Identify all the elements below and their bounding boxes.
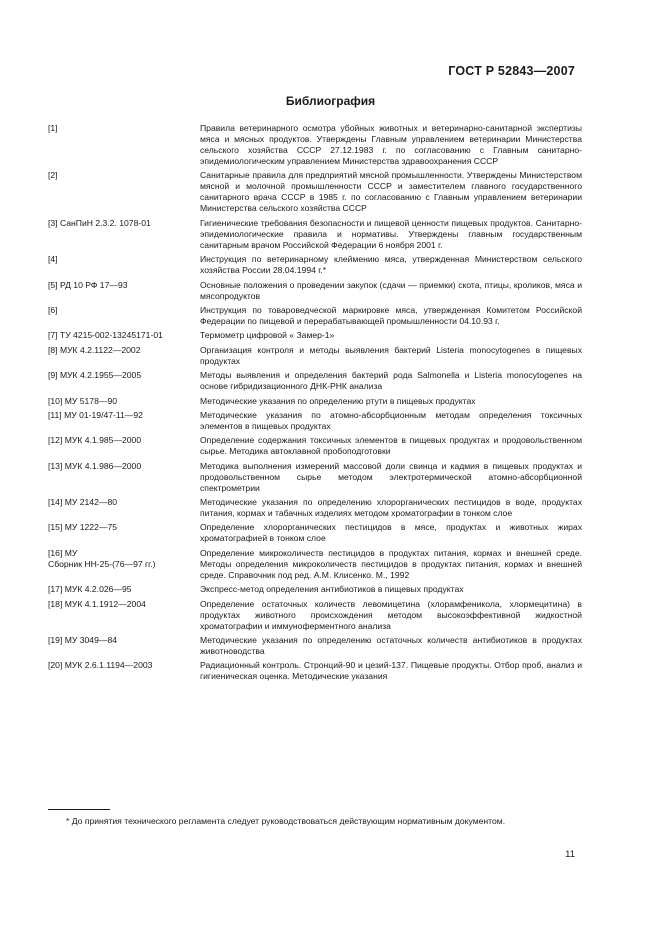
bibliography-entry [48, 548, 582, 581]
page-title: Библиография [285, 94, 376, 108]
bibliography-entry [48, 254, 582, 276]
bibliography-entry-code: [5] РД 10 РФ 17—93 [48, 279, 128, 290]
bibliography-entry-text: Инструкция по ветеринарному клеймению мяса, утвержденная Министерством сельского хозяйства России 28.04.1994 г.* [200, 254, 582, 276]
bibliography-entry [48, 305, 582, 327]
bibliography-entry-code: [1] [48, 123, 58, 133]
bibliography-entry-code: [15] МУ 1222—75 [48, 522, 117, 533]
bibliography-entry-code: [8] МУК 4.2.1122—2002 [48, 344, 141, 355]
bibliography-entry-text: Определение остаточных количеств левомицетина (хлорамфеникола, хлормецитина) в продуктах животного происхождения методом высокоэффективной жидкостной хроматографии и иммуноферментного анализа [200, 598, 582, 631]
bibliography-entry-code: [3] СанПиН 2.3.2. 1078-01 [48, 217, 151, 228]
bibliography-entry-code: [12] МУК 4.1.985—2000 [48, 435, 142, 446]
bibliography-entry-text: Методика выполнения измерений массовой доли свинца и кадмия в пищевых продуктах и продовольственном сырье методом электротермической атомно-абсорбционной спектрометрии [200, 460, 582, 493]
bibliography-entry-code: [4] [48, 254, 58, 265]
bibliography-entry-text: Радиационный контроль. Стронций-90 и цезий-137. Пищевые продукты. Отбор проб, анализ и гигиеническая оценка. Методические указания [200, 660, 582, 682]
bibliography-entry-code: [16] МУ Сборник НН-25-(76—97 гг.) [48, 547, 156, 569]
bibliography-entry-code: [20] МУК 2.6.1.1194—2003 [48, 660, 153, 671]
bibliography-entry-text: Определение хлорорганических пестицидов в мясе, продуктах и животных жирах хроматографией в тонком слое [200, 522, 582, 544]
document-standard-number: ГОСТ Р 52843—2007 [448, 64, 575, 78]
bibliography-entry [48, 635, 582, 657]
bibliography-entry-code: [10] МУ 5178—90 [48, 395, 117, 406]
bibliography-entry [48, 123, 582, 167]
bibliography-entry-text: Основные положения о проведении закупок (сдачи — приемки) скота, птицы, кроликов, мяса и мясопродуктов [200, 279, 582, 301]
bibliography-entry [48, 170, 582, 214]
bibliography-entry-text: Методы выявления и определения бактерий рода Salmonella и Listeria monocytogenes на основе гибридизационного ДНК-РНК анализа [200, 370, 582, 392]
bibliography-entry-code: [14] МУ 2142—80 [48, 497, 117, 508]
bibliography-entry-code: [13] МУК 4.1.986—2000 [48, 460, 142, 471]
bibliography-entry-text: Санитарные правила для предприятий мясной промышленности. Утверждены Министерством мясной и молочной промышленности СССР и заместителем главного государственного санитарного врача СССР в 1985 г. по согласованию с Главным управлением ветеринарии Министерства сельского хозяйства СССР [200, 170, 582, 214]
bibliography-entry-code: [9] МУК 4.2.1955—2005 [48, 370, 142, 381]
bibliography-entry-text: Правила ветеринарного осмотра убойных животных и ветеринарно-санитарной экспертизы мяса и мясных продуктов. Утверждены Главным управлением ветеринарии Министерства сельского хозяйства СССР 27.12.1983 г. по согласованию с Главным санитарно-эпидемиологическим управлением Министерства здравоохранения СССР [200, 123, 582, 166]
bibliography-entry [48, 461, 582, 494]
footnote: * До принятия технического регламента следует руководствоваться действующим нормативным документом. [66, 816, 506, 826]
bibliography-entry-text: Определение микроколичеств пестицидов в продуктах питания, кормах и внешней среде. Методы определения микроколичеств пестицидов в продуктах питания, кормах и внешней среде. Справочник под ред. А.М. Клисенко. М., 1992 [200, 547, 582, 580]
bibliography-entry-code: [6] [48, 304, 58, 315]
bibliography-list [48, 123, 582, 686]
bibliography-entry [48, 599, 582, 632]
bibliography-entry-text: Гигиенические требования безопасности и пищевой ценности пищевых продуктов. Санитарно-эпидемиологические правила и нормативы. Утверждены главным государственным санитарным врачом Российской Федерации 6 ноября 2001 г. [200, 217, 582, 250]
bibliography-entry-code: [17] МУК 4.2.026—95 [48, 584, 132, 595]
bibliography-entry [48, 660, 582, 682]
bibliography-entry-text: Экспресс-метод определения антибиотиков в пищевых продуктах [200, 584, 464, 595]
bibliography-entry [48, 370, 582, 392]
bibliography-entry-text: Термометр цифровой « Замер-1» [200, 330, 335, 341]
bibliography-entry-text: Методические указания по определению остаточных количеств антибиотиков в продуктах животноводства [200, 635, 582, 657]
bibliography-entry [48, 345, 582, 367]
bibliography-entry-text: Организация контроля и методы выявления бактерий Listeria monocytogenes в пищевых продуктах [200, 344, 582, 366]
bibliography-entry-code: [2] [48, 170, 58, 181]
bibliography-entry-code: [18] МУК 4.1.1912—2004 [48, 598, 146, 609]
footnote-divider [48, 809, 110, 810]
bibliography-entry [48, 280, 582, 302]
bibliography-entry [48, 396, 582, 407]
bibliography-entry-text: Инструкция по товароведческой маркировке мяса, утвержденная Комитетом Российской Федерации по пищевой и перерабатывающей промышленности 04.10.93 г. [200, 304, 582, 326]
bibliography-entry-code: [7] ТУ 4215-002-13245171-01 [48, 330, 163, 341]
bibliography-entry [48, 522, 582, 544]
bibliography-entry [48, 497, 582, 519]
bibliography-entry [48, 218, 582, 251]
bibliography-entry-text: Методические указания по определению хлорорганических пестицидов в воде, продуктах питания, кормах и табачных изделиях методом хроматографии в тонком слое [200, 497, 582, 519]
bibliography-entry-text: Определение содержания токсичных элементов в пищевых продуктах и продовольственном сырье. Методика автоклавной пробоподготовки [200, 435, 582, 457]
bibliography-entry-text: Методические указания по атомно-абсорбционным методам определения токсичных элементов в пищевых продуктах [200, 409, 582, 431]
page-number: 11 [565, 849, 575, 860]
bibliography-entry [48, 410, 582, 432]
bibliography-entry-code: [11] МУ 01-19/47-11—92 [48, 409, 143, 420]
bibliography-entry [48, 330, 582, 341]
bibliography-entry-code: [19] МУ 3049—84 [48, 635, 117, 646]
bibliography-entry-text: Методические указания по определению ртути в пищевых продуктах [200, 395, 476, 406]
bibliography-entry [48, 584, 582, 595]
bibliography-entry [48, 435, 582, 457]
